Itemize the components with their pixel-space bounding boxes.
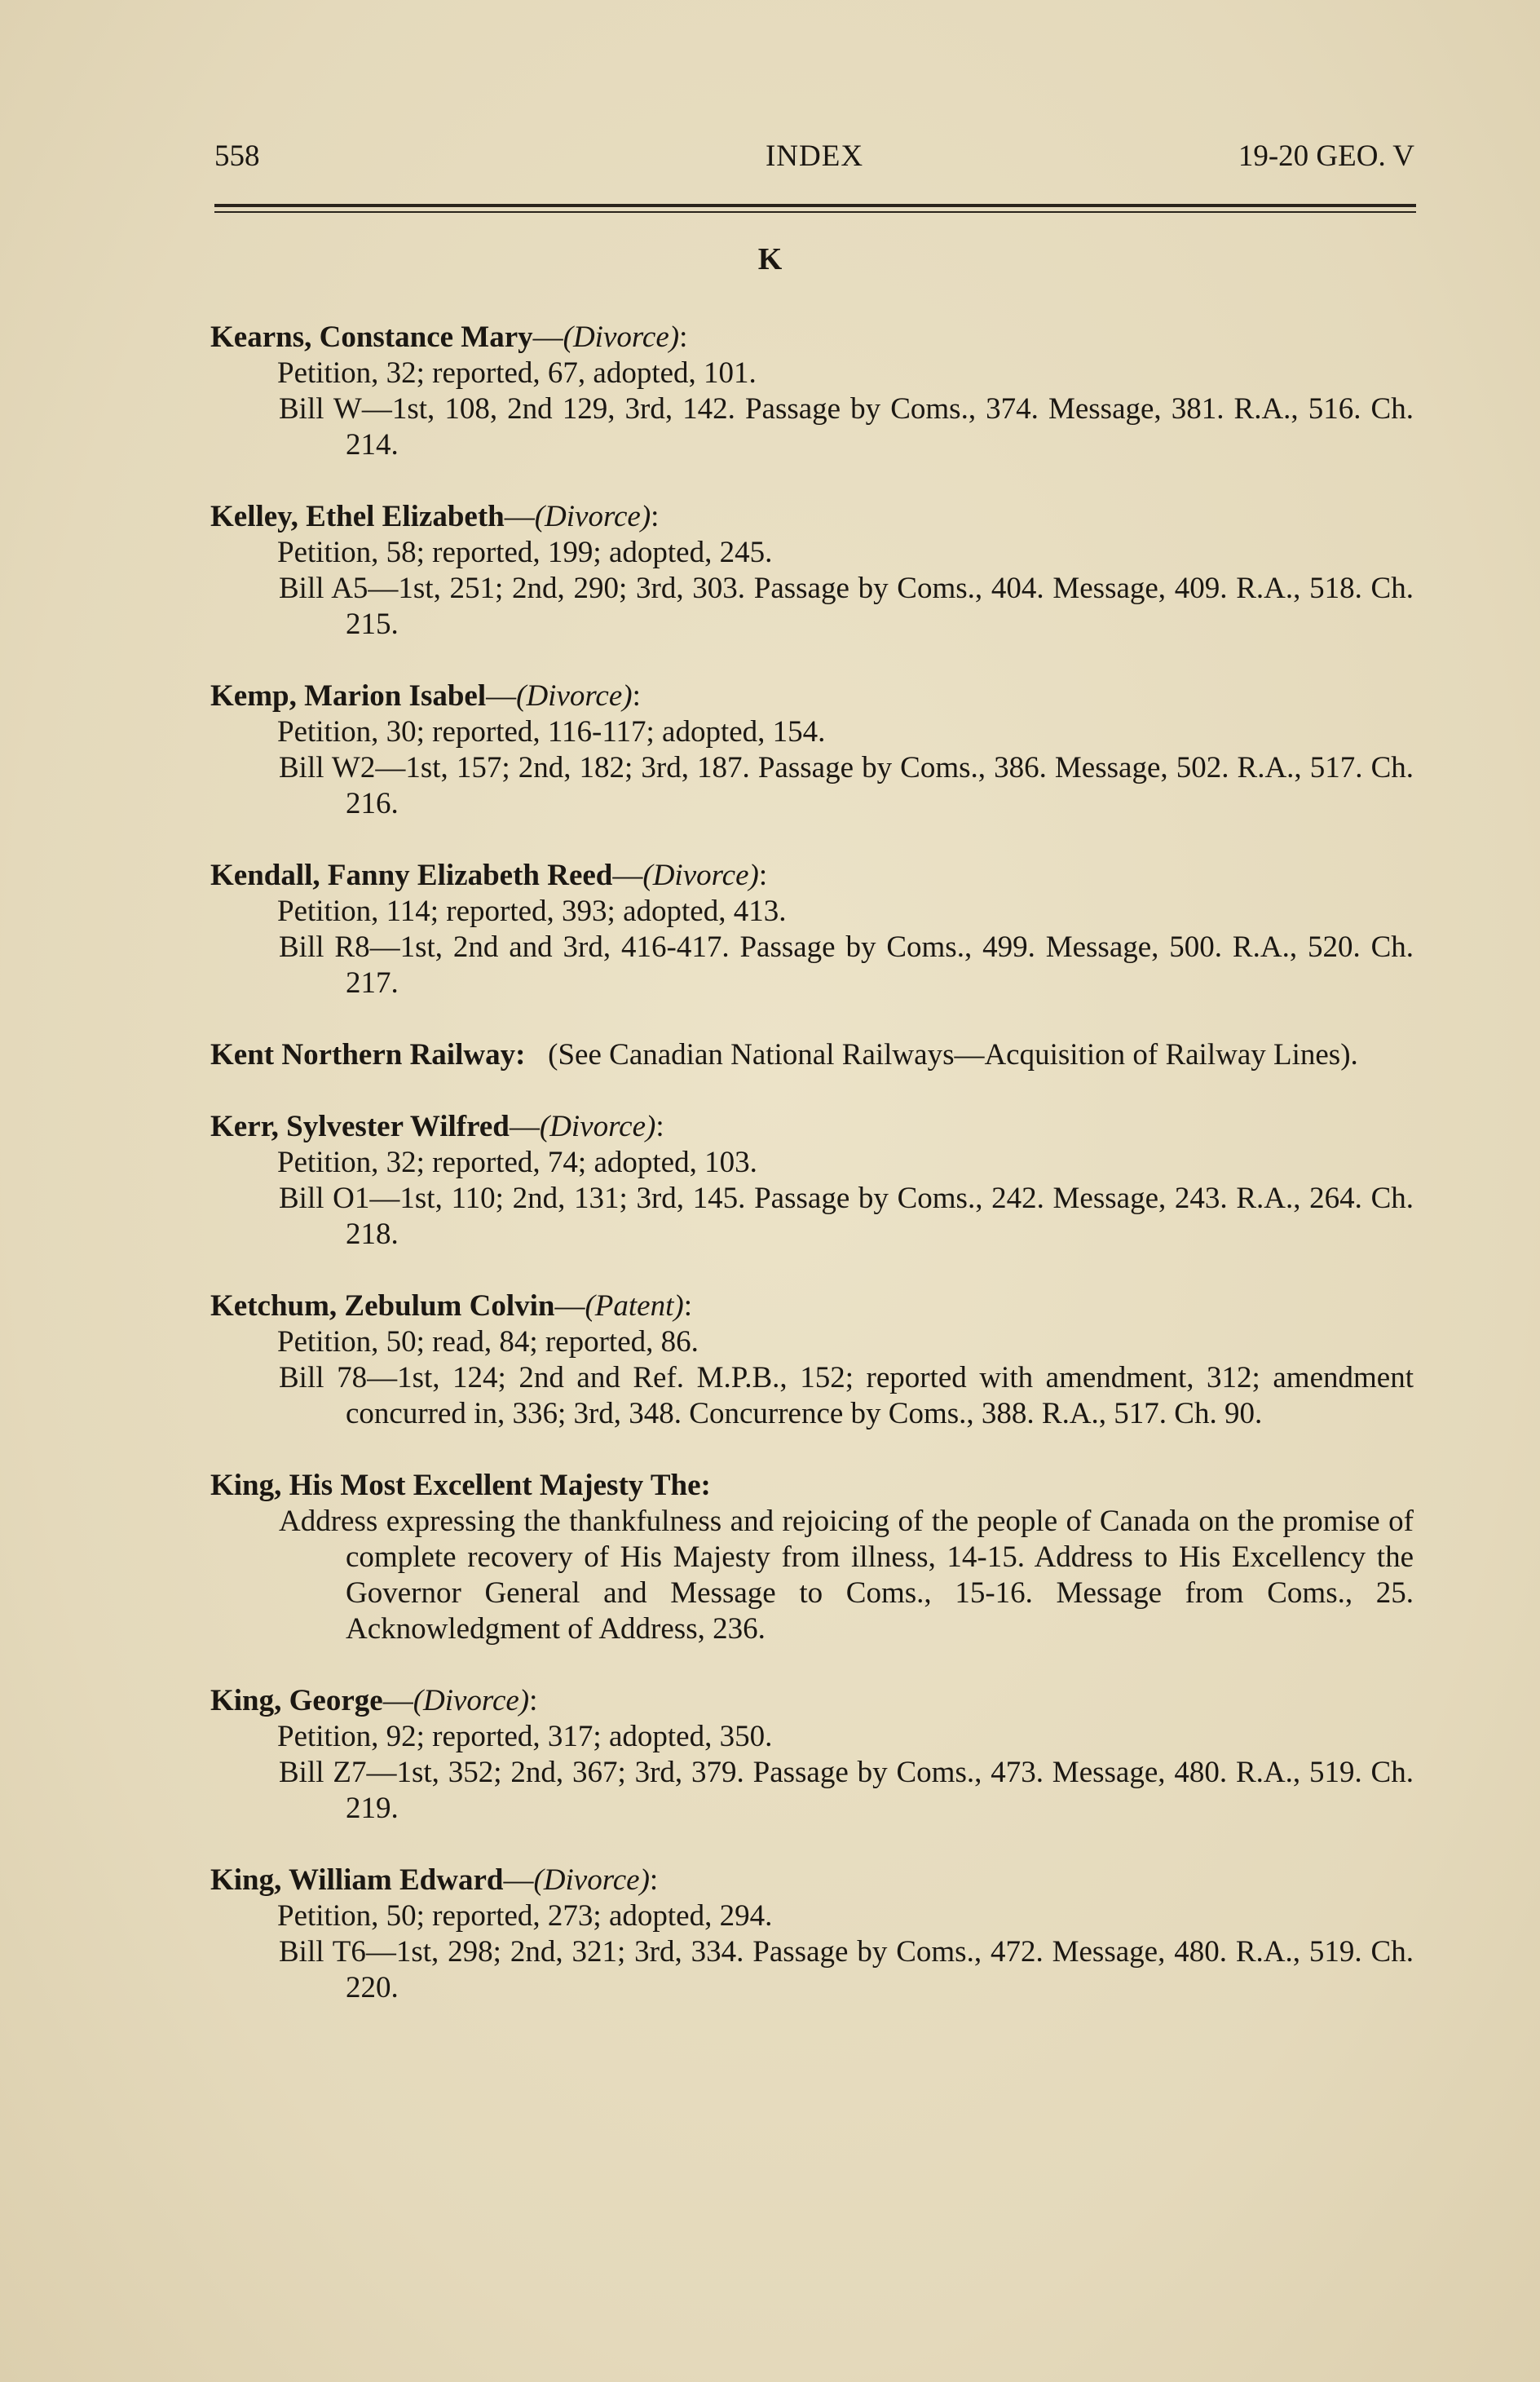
index-entry: [210, 858, 1414, 1001]
index-entry: [210, 1863, 1414, 2006]
page-title: INDEX: [765, 139, 864, 173]
entry-suffix: :: [529, 1684, 538, 1717]
index-entry: [210, 678, 1414, 822]
entry-dash: —: [509, 1110, 540, 1143]
entry-type: (Divorce): [533, 1863, 650, 1897]
entry-type: (Divorce): [642, 859, 759, 892]
entry-type: (Divorce): [539, 1110, 656, 1143]
entry-line: Bill 78—1st, 124; 2nd and Ref. M.P.B., 152; reported with amendment, 312; amendment concurred in, 336; 3rd, 348. Concurrence by Coms., 388. R.A., 517. Ch. 90.: [279, 1361, 1414, 1430]
index-entry: [210, 1288, 1414, 1432]
entry-line: Bill T6—1st, 298; 2nd, 321; 3rd, 334. Passage by Coms., 472. Message, 480. R.A., 519. Ch. 220.: [279, 1935, 1414, 2004]
entry-line: Petition, 32; reported, 67, adopted, 101.: [277, 356, 757, 390]
entry-heading: [210, 1037, 1414, 1073]
entry-dash: —: [612, 859, 643, 892]
entry-dash: —: [382, 1684, 413, 1717]
header-rule-thick: [214, 204, 1416, 207]
section-letter: K: [757, 242, 783, 276]
entry-line: Petition, 114; reported, 393; adopted, 413.: [277, 895, 787, 928]
index-entry: [210, 1037, 1414, 1073]
index-entry: [210, 1468, 1414, 1647]
entry-type: (Divorce): [516, 679, 633, 713]
entry-name: King, George: [210, 1684, 383, 1717]
entry-dash: —: [503, 1863, 534, 1897]
entry-name: King, His Most Excellent Majesty The:: [210, 1469, 711, 1502]
header-rule-thin: [214, 211, 1416, 213]
entry-heading: [210, 499, 1414, 535]
volume-label: 19-20 GEO. V: [1238, 139, 1414, 173]
entry-line: Bill A5—1st, 251; 2nd, 290; 3rd, 303. Passage by Coms., 404. Message, 409. R.A., 518. Ch. 215.: [279, 572, 1414, 641]
index-entry: [210, 499, 1414, 643]
entry-suffix: :: [651, 500, 660, 533]
entry-type: (Divorce): [413, 1684, 530, 1717]
entry-heading: [210, 1863, 1414, 1898]
entry-dash: —: [504, 500, 535, 533]
entry-suffix: :: [758, 859, 768, 892]
index-entry: [210, 320, 1414, 463]
entry-suffix: :: [683, 1289, 692, 1323]
entry-name: Kemp, Marion Isabel: [210, 679, 487, 713]
entry-line: Petition, 50; reported, 273; adopted, 294.: [277, 1899, 773, 1933]
entry-see-reference: (See Canadian National Railways—Acquisition of Railway Lines).: [548, 1038, 1358, 1072]
index-entries: [210, 320, 1414, 2042]
entry-heading: [210, 1109, 1414, 1145]
entry-line: Bill W—1st, 108, 2nd 129, 3rd, 142. Passage by Coms., 374. Message, 381. R.A., 516. Ch. 214.: [279, 392, 1414, 462]
entry-line: Petition, 92; reported, 317; adopted, 350.: [277, 1720, 773, 1753]
entry-type: (Divorce): [563, 320, 680, 354]
running-header: [214, 139, 1414, 188]
index-entry: [210, 1683, 1414, 1827]
entry-name: King, William Edward: [210, 1863, 504, 1897]
entry-name: Kendall, Fanny Elizabeth Reed: [210, 859, 613, 892]
entry-line: Bill O1—1st, 110; 2nd, 131; 3rd, 145. Passage by Coms., 242. Message, 243. R.A., 264. Ch. 218.: [279, 1182, 1414, 1251]
entry-line: Petition, 50; read, 84; reported, 86.: [277, 1325, 699, 1359]
entry-name: Kelley, Ethel Elizabeth: [210, 500, 505, 533]
entry-heading: [210, 1468, 1414, 1504]
entry-name: Kerr, Sylvester Wilfred: [210, 1110, 510, 1143]
entry-type: (Patent): [585, 1289, 684, 1323]
page-number: 558: [214, 139, 260, 173]
entry-suffix: :: [679, 320, 688, 354]
entry-suffix: :: [649, 1863, 659, 1897]
index-entry: [210, 1109, 1414, 1253]
entry-suffix: :: [655, 1110, 664, 1143]
entry-line: Bill R8—1st, 2nd and 3rd, 416-417. Passage by Coms., 499. Message, 500. R.A., 520. Ch. 217.: [279, 930, 1414, 1000]
entry-heading: [210, 678, 1414, 714]
entry-line: Petition, 30; reported, 116-117; adopted, 154.: [277, 715, 826, 749]
entry-line: Petition, 32; reported, 74; adopted, 103.: [277, 1146, 757, 1179]
entry-heading: [210, 320, 1414, 356]
entry-line: Bill W2—1st, 157; 2nd, 182; 3rd, 187. Passage by Coms., 386. Message, 502. R.A., 517. Ch. 216.: [279, 751, 1414, 820]
entry-heading: [210, 1683, 1414, 1719]
entry-line: Address expressing the thankfulness and rejoicing of the people of Canada on the promise of complete recovery of His Majesty from illness, 14-15. Address to His Excellency the Governor General and Message to Coms., 15-16. Message from Coms., 25. Acknowledgment of Address, 236.: [279, 1505, 1414, 1646]
entry-name: Kearns, Constance Mary: [210, 320, 533, 354]
entry-suffix: :: [632, 679, 641, 713]
entry-heading: [210, 1288, 1414, 1324]
entry-name: Ketchum, Zebulum Colvin: [210, 1289, 555, 1323]
entry-name: Kent Northern Railway:: [210, 1038, 526, 1072]
entry-dash: —: [554, 1289, 585, 1323]
entry-type: (Divorce): [534, 500, 651, 533]
entry-heading: [210, 858, 1414, 894]
entry-line: Bill Z7—1st, 352; 2nd, 367; 3rd, 379. Passage by Coms., 473. Message, 480. R.A., 519. Ch. 219.: [279, 1756, 1414, 1825]
entry-dash: —: [532, 320, 563, 354]
entry-dash: —: [486, 679, 517, 713]
entry-line: Petition, 58; reported, 199; adopted, 245.: [277, 536, 773, 569]
